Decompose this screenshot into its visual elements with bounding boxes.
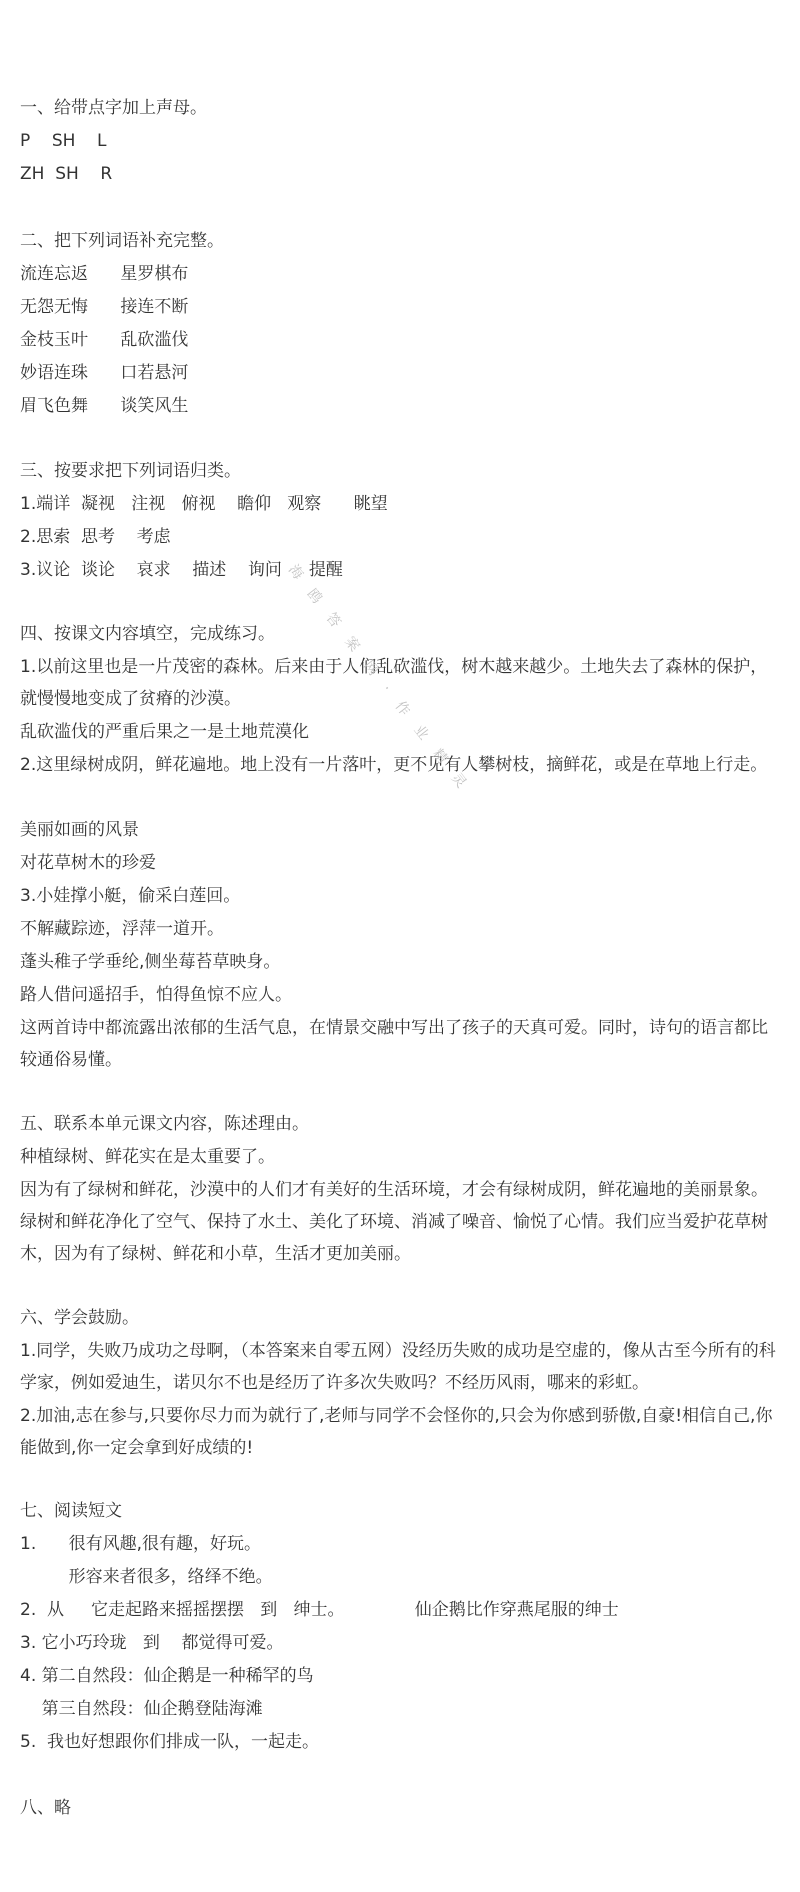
section-4-poem-line: 3.小娃撑小艇，偷采白莲回。 [20,886,241,906]
section-4-passage-2: 2.这里绿树成阴，鲜花遍地。地上没有一片落叶，更不见有人攀树枝，摘鲜花，或是在草地上行走。 [20,755,768,775]
section-6-title: 六、学会鼓励。 [20,1308,139,1328]
section-3-row: 2.思索 思考 考虑 [20,527,171,547]
section-5-reason: 因为有了绿树和鲜花，沙漠中的人们才有美好的生活环境，才会有绿树成阴，鲜花遍地的美丽景象。绿树和鲜花净化了空气、保持了水土、美化了环境、消减了噪音、愉悦了心情。我们应当爱护花草树木，因为有了绿树、鲜花和小草，生活才更加美丽。 [20,1180,768,1264]
section-2-row: 眉飞色舞 谈笑风生 [20,396,189,416]
section-7-row: 2. 从 它走起路来摇摇摆摆 到 绅士。 仙企鹅比作穿燕尾服的绅士 [20,1600,619,1620]
section-5-title: 五、联系本单元课文内容，陈述理由。 [20,1114,309,1134]
section-7-row: 4. 第二自然段：仙企鹅是一种稀罕的鸟 [20,1666,314,1686]
section-2-row: 金枝玉叶 乱砍滥伐 [20,330,189,350]
section-7-row: 3. 它小巧玲珑 到 都觉得可爱。 [20,1633,284,1653]
section-7-row: 第三自然段：仙企鹅登陆海滩 [20,1699,263,1719]
section-8-title: 八、略 [20,1798,71,1818]
section-4-answer-3: 这两首诗中都流露出浓郁的生活气息，在情景交融中写出了孩子的天真可爱。同时，诗句的语言都比较通俗易懂。 [20,1018,768,1070]
section-1-title: 一、给带点字加上声母。 [20,98,207,118]
section-3-row: 3.议论 谈论 哀求 描述 询问 提醒 [20,560,343,580]
section-6-answer-2: 2.加油,志在参与,只要你尽力而为就行了,老师与同学不会怪你的,只会为你感到骄傲,自豪!相信自己,你能做到,你一定会拿到好成绩的! [20,1406,773,1458]
section-6-answer-1: 1.同学，失败乃成功之母啊，（本答案来自零五网）没经历失败的成功是空虚的，像从古至今所有的科学家，例如爱迪生，诺贝尔不也是经历了许多次失败吗？不经历风雨，哪来的彩虹。 [20,1341,776,1393]
section-1-answer-row: P SH L [20,131,107,151]
section-4-poem-line: 路人借问遥招手，怕得鱼惊不应人。 [20,985,292,1005]
section-4-answer-2b: 对花草树木的珍爱 [20,853,156,873]
section-5-statement: 种植绿树、鲜花实在是太重要了。 [20,1147,275,1167]
section-4-title: 四、按课文内容填空，完成练习。 [20,624,275,644]
section-4-passage-1: 1.以前这里也是一片茂密的森林。后来由于人们乱砍滥伐，树木越来越少。土地失去了森林的保护，就慢慢地变成了贫瘠的沙漠。 [20,657,768,709]
section-2-row: 无怨无悔 接连不断 [20,297,189,317]
section-2-row: 妙语连珠 口若悬河 [20,363,189,383]
section-7-row: 形容来者很多，络绎不绝。 [20,1567,273,1587]
section-7-row: 1. 很有风趣,很有趣，好玩。 [20,1534,262,1554]
section-3-row: 1.端详 凝视 注视 俯视 瞻仰 观察 眺望 [20,494,388,514]
section-7-title: 七、阅读短文 [20,1501,122,1521]
section-3-title: 三、按要求把下列词语归类。 [20,461,241,481]
section-2-row: 流连忘返 星罗棋布 [20,264,189,284]
section-4-poem-line: 蓬头稚子学垂纶,侧坐莓苔草映身。 [20,952,281,972]
section-4-poem-line: 不解藏踪迹，浮萍一道开。 [20,919,224,939]
section-1-answer-row: ZH SH R [20,164,113,184]
section-7-row: 5. 我也好想跟你们排成一队，一起走。 [20,1732,320,1752]
section-4-answer-2a: 美丽如画的风景 [20,820,139,840]
watermark: 海 鸥 答 案 网 · 作 业 精 灵 [285,561,473,796]
section-2-title: 二、把下列词语补充完整。 [20,231,224,251]
section-4-answer-1: 乱砍滥伐的严重后果之一是土地荒漠化 [20,722,309,742]
